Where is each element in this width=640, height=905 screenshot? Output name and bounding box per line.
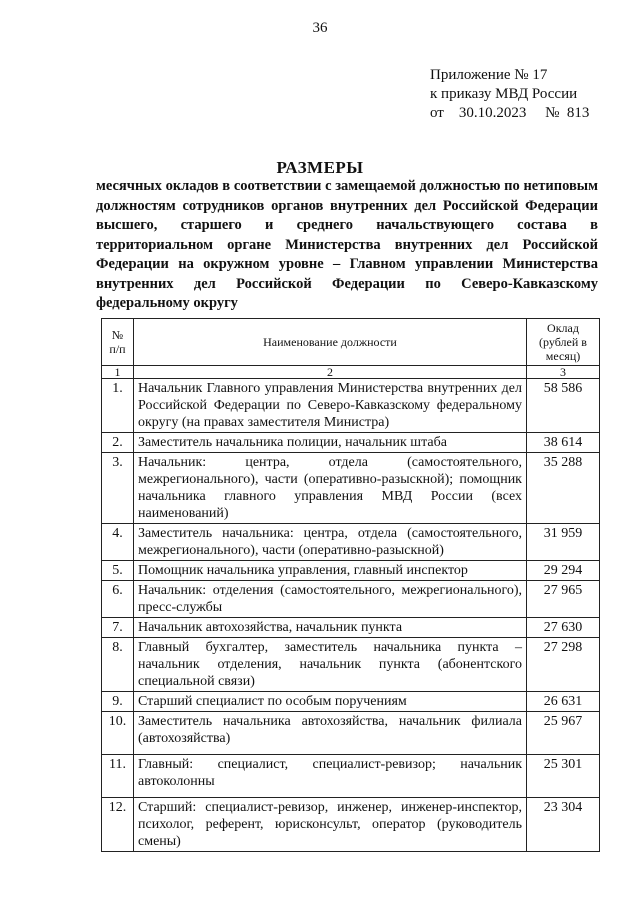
row-position: Старший: специалист-ревизор, инженер, инженер-инспектор, психолог, референт, юрисконсульт, оператор (руководитель смены) bbox=[134, 798, 527, 852]
table-row bbox=[102, 638, 600, 692]
row-salary: 31 959 bbox=[527, 524, 600, 561]
date-prefix: от bbox=[430, 105, 444, 121]
row-salary: 27 630 bbox=[527, 618, 600, 638]
table-row bbox=[102, 712, 600, 755]
appendix-block bbox=[430, 66, 589, 123]
index-cell-3: 3 bbox=[527, 366, 600, 379]
table-row bbox=[102, 561, 600, 581]
row-salary: 58 586 bbox=[527, 379, 600, 433]
order-number: 813 bbox=[566, 105, 590, 121]
appendix-line-2: к приказу МВД России bbox=[430, 86, 578, 102]
header-name: Наименование должности bbox=[134, 319, 527, 366]
row-position: Старший специалист по особым поручениям bbox=[134, 692, 527, 712]
row-position: Заместитель начальника полиции, начальник штаба bbox=[134, 433, 527, 453]
page-number: 36 bbox=[312, 20, 328, 36]
row-num: 5. bbox=[102, 561, 134, 581]
row-num: 12. bbox=[102, 798, 134, 852]
row-num: 9. bbox=[102, 692, 134, 712]
row-position: Помощник начальника управления, главный инспектор bbox=[134, 561, 527, 581]
row-position: Начальник Главного управления Министерства внутренних дел Российской Федерации по Северо-Кавказскому федеральному округу (на правах заместителя Министра) bbox=[134, 379, 527, 433]
number-sign: № bbox=[545, 105, 560, 121]
row-num: 7. bbox=[102, 618, 134, 638]
salary-table bbox=[101, 318, 600, 852]
row-salary: 27 298 bbox=[527, 638, 600, 692]
table-row bbox=[102, 453, 600, 524]
appendix-line-1: Приложение № 17 bbox=[430, 67, 548, 83]
row-salary: 25 967 bbox=[527, 712, 600, 755]
header-salary: Оклад (рублей в месяц) bbox=[527, 319, 600, 366]
index-cell-2: 2 bbox=[134, 366, 527, 379]
document-subtitle: месячных окладов в соответствии с замещаемой должностью по нетиповым должностям сотрудников органов внутренних дел Российской Федерации высшего, старшего и среднего начальствующего состава в территориальном органе Министерства внутренних дел Российской Федерации на окружном уровне – Главном управлении Министерства внутренних дел Российской Федерации по Северо-Кавказскому федеральному округу bbox=[96, 178, 598, 311]
table-row bbox=[102, 755, 600, 798]
table-header-row bbox=[102, 319, 600, 366]
row-num: 10. bbox=[102, 712, 134, 755]
row-num: 3. bbox=[102, 453, 134, 524]
row-salary: 25 301 bbox=[527, 755, 600, 798]
index-cell-1: 1 bbox=[102, 366, 134, 379]
table-row bbox=[102, 692, 600, 712]
row-num: 11. bbox=[102, 755, 134, 798]
row-position: Главный: специалист, специалист-ревизор; начальник автоколонны bbox=[134, 755, 527, 798]
row-salary: 27 965 bbox=[527, 581, 600, 618]
document-title: РАЗМЕРЫ bbox=[276, 158, 364, 177]
row-position: Начальник: отделения (самостоятельного, межрегионального), пресс-службы bbox=[134, 581, 527, 618]
order-date: 30.10.2023 bbox=[458, 105, 527, 121]
table-row bbox=[102, 618, 600, 638]
row-salary: 38 614 bbox=[527, 433, 600, 453]
row-num: 4. bbox=[102, 524, 134, 561]
row-position: Главный бухгалтер, заместитель начальника пункта – начальник отделения, начальник пункта (абонентского специальной связи) bbox=[134, 638, 527, 692]
row-salary: 23 304 bbox=[527, 798, 600, 852]
row-position: Начальник: центра, отдела (самостоятельного, межрегионального), части (оперативно-разыскной); помощник начальника главного управления МВД России (всех наименований) bbox=[134, 453, 527, 524]
row-num: 1. bbox=[102, 379, 134, 433]
row-num: 8. bbox=[102, 638, 134, 692]
row-salary: 29 294 bbox=[527, 561, 600, 581]
appendix-date-line bbox=[430, 104, 589, 123]
header-num: № п/п bbox=[102, 319, 134, 366]
table-row bbox=[102, 379, 600, 433]
row-salary: 35 288 bbox=[527, 453, 600, 524]
row-num: 2. bbox=[102, 433, 134, 453]
table-row bbox=[102, 581, 600, 618]
row-num: 6. bbox=[102, 581, 134, 618]
row-position: Заместитель начальника: центра, отдела (самостоятельного, межрегионального), части (оперативно-разыскной) bbox=[134, 524, 527, 561]
row-position: Заместитель начальника автохозяйства, начальник филиала (автохозяйства) bbox=[134, 712, 527, 755]
table-row bbox=[102, 433, 600, 453]
table-row bbox=[102, 524, 600, 561]
row-salary: 26 631 bbox=[527, 692, 600, 712]
row-position: Начальник автохозяйства, начальник пункта bbox=[134, 618, 527, 638]
table-row bbox=[102, 798, 600, 852]
table-index-row bbox=[102, 366, 600, 379]
